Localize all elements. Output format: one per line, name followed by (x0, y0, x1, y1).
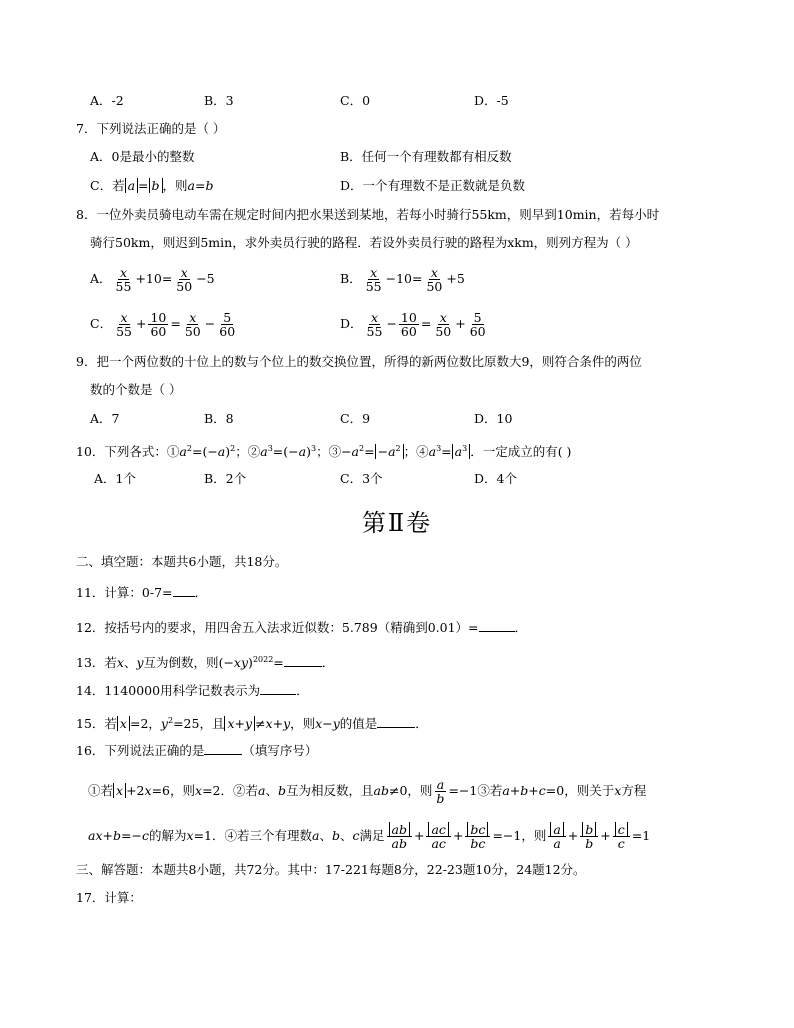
q14-blank (260, 694, 296, 695)
q10-option-d: D．4个 (474, 471, 517, 486)
q6-option-b: B．3 (204, 93, 234, 108)
q10-option-a: A．1个 (94, 471, 136, 486)
abs-a: a (125, 178, 138, 193)
q12: 12．按括号内的要求，用四舍五入法求近似数：5.789（精确到0.01）= ． (76, 620, 528, 635)
q8-option-a-label: A． (90, 271, 112, 286)
q9-option-a: A．7 (90, 411, 120, 426)
q9-option-d: D．10 (474, 411, 513, 426)
q13-blank (284, 666, 322, 667)
q6-option-d: D．-5 (474, 93, 509, 108)
q7-option-b: B．任何一个有理数都有相反数 (340, 149, 512, 164)
q8-option-a: A． $\frac{x}{55}$ +10= $\frac{x}{50}$ −5 (90, 265, 215, 294)
q15-prefix: 15．若 (76, 716, 117, 732)
part3-header: 三、解答题：本题共8小题，共72分。其中：17-221每题8分，22-23题10分，24题12分。 (76, 862, 586, 877)
q12-blank (479, 631, 515, 632)
q15-blank (377, 727, 415, 728)
q9-option-b: B．8 (204, 411, 234, 426)
q14: 14．1140000用科学记数表示为 ． (76, 683, 309, 698)
q7-option-d: D．一个有理数不是正数就是负数 (340, 178, 526, 193)
q9-line2: 数的个数是（ ） (90, 382, 182, 397)
q8-line1: 8．一位外卖员骑电动车需在规定时间内把水果送到某地，若每小时骑行55km，则早到10min，若每小时 (76, 207, 660, 222)
q8-option-d-label: D． (340, 316, 363, 331)
q16-blank (204, 754, 242, 755)
q14-text: 14．1140000用科学记数表示为 (76, 683, 261, 698)
q12-text: 12．按括号内的要求，用四舍五入法求近似数：5.789（精确到0.01）= (76, 620, 479, 635)
q13: 13．若x、y互为倒数，则$(-xy)^{2022}=$ ． (76, 655, 335, 671)
q16-line1: ①若 x +2x=6，则x=2．②若a、b互为相反数，且ab≠0，则 $\frac{a}{b}$ =−1③若a+b+c=0，则关于x方程 (88, 777, 647, 806)
q16-stem-text: 16．下列说法正确的是 (76, 743, 205, 758)
q7-option-a: A．0是最小的整数 (90, 149, 195, 164)
part2-header: 二、填空题：本题共6小题，共18分。 (76, 554, 288, 569)
q11: 11．计算：0-7= ． (76, 585, 208, 600)
q8-option-b-label: B． (340, 271, 362, 286)
q6-option-a: A．-2 (90, 93, 124, 108)
q8-option-c-label: C． (90, 316, 113, 331)
q10-option-c: C．3个 (340, 471, 383, 486)
q13-prefix: 13．若 (76, 655, 117, 671)
q8-option-c: C． $\frac{x}{55}$ + $\frac{10}{60}$ = $\frac{x}{50}$ − $\frac{5}{60}$ (90, 310, 236, 339)
q16-note: （填写序号） (242, 743, 318, 758)
q10-option-b: B．2个 (204, 471, 247, 486)
section-title: 第Ⅱ卷 (361, 509, 433, 537)
q8-option-b: B． $\frac{x}{55}$ −10= $\frac{x}{50}$ +5 (340, 265, 465, 294)
q10-stem-prefix: 10．下列各式： (76, 444, 167, 460)
q17: 17．计算： (76, 890, 142, 905)
q9-line1: 9．把一个两位数的十位上的数与个位上的数交换位置，所得的新两位数比原数大9，则符合条件的两位 (76, 354, 642, 369)
q11-blank (173, 596, 195, 597)
q6-option-c: C．0 (340, 93, 371, 108)
q8-option-d: D． $\frac{x}{55}$ − $\frac{10}{60}$ = $\frac{x}{50}$ + $\frac{5}{60}$ (340, 310, 486, 339)
q7-option-c-mid: ，则 (162, 178, 188, 193)
abs-b: b (149, 178, 163, 193)
q7-option-c: C．若 a = b ，则a=b (90, 178, 214, 193)
q7-stem: 7．下列说法正确的是（ ） (76, 121, 226, 136)
q15: 15．若 x =2，$y^2=25$，且 x+y ≠x+y，则x−y的值是 ． (76, 716, 428, 732)
q16-stem (76, 743, 317, 759)
q8-line2: 骑行50km，则迟到5min，求外卖员行驶的路程．若设外卖员行驶的路程为xkm，则列方程为（ ） (90, 235, 638, 250)
q11-text: 11．计算：0-7= (76, 585, 173, 600)
q7-option-c-prefix: C．若 (90, 178, 125, 193)
q10-stem-suffix: ．一定成立的有( ) (470, 444, 572, 460)
q15-mid: 的值是 (339, 716, 378, 732)
q10-stem: 10．下列各式：$①a^2=(-a)^2$；$②a^3=(-a)^3$；$③-a^2= -a^2$ ；$④a^3= a^3$ ．一定成立的有( ) (76, 444, 572, 460)
q16-line2: ax+b=−c的解为x=1．④若三个有理数a、b、c满足 $\frac{ab}{ab}$ + $\frac{ac}{ac}$ + $\frac{bc}{bc}$ =−1，则 $\frac{a}{a}$ + $\frac{b}{b}$ + $\frac{c}{c}$ =1 (88, 822, 651, 851)
q13-mid: 互为倒数，则 (143, 655, 219, 671)
q9-option-c: C．9 (340, 411, 371, 426)
